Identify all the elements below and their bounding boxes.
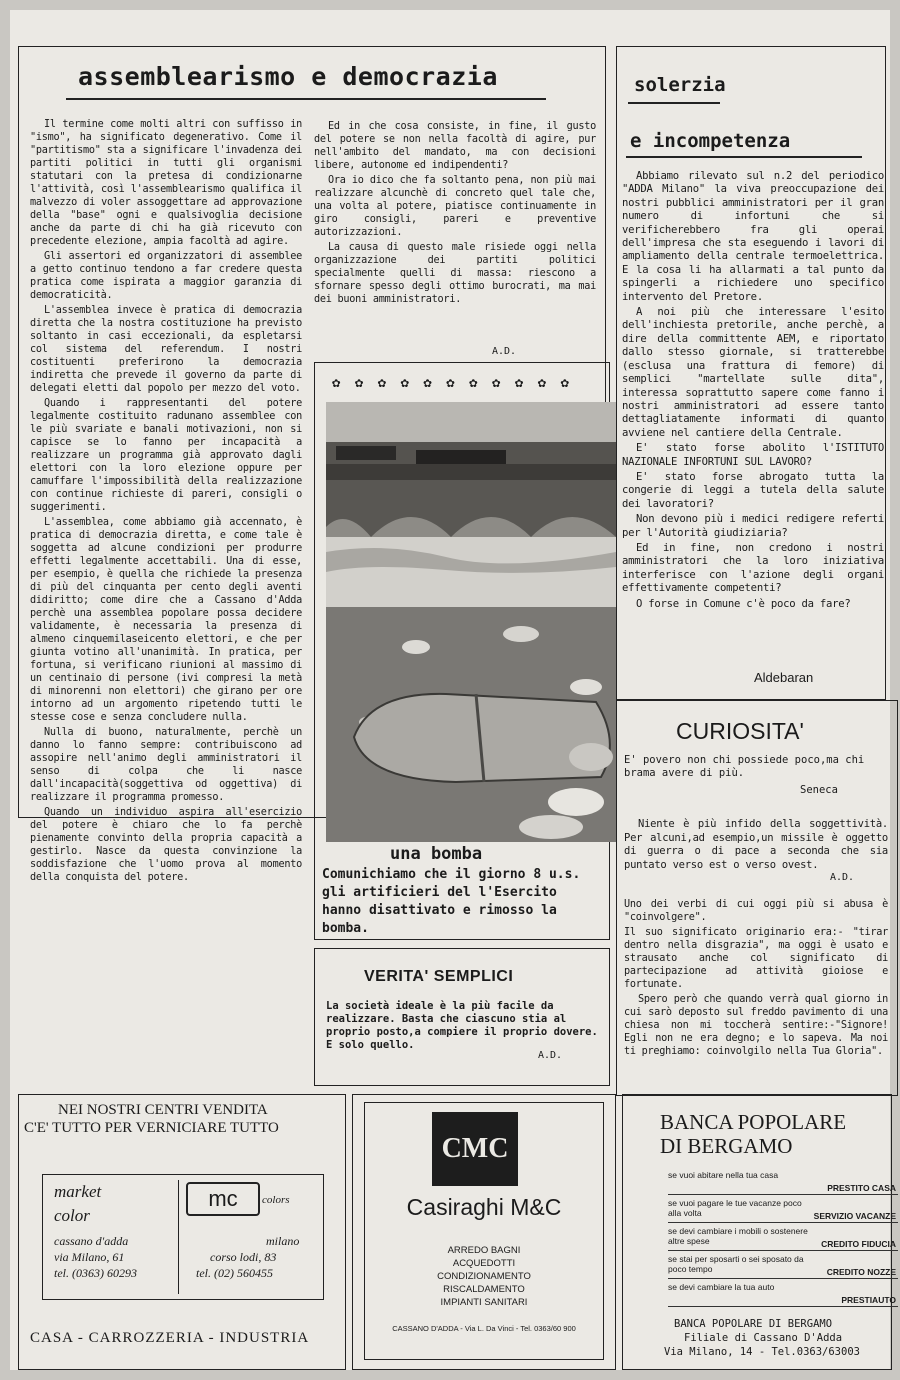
article1-column-2 bbox=[314, 120, 596, 308]
paragraph: Abbiamo rilevato sul n.2 del periodico "ADDA Milano" la viva preoccupazione dei nostri pubblici amministratori per il gran numero di infortuni che si verificherebbero fra gli operai dell'impresa che sta eseguendo i lavori di ampliamento della centrale termoelettrica. E la cosa li ha allarmati a tal punto da spingerli a richiedere uno specifico intervento del Pretore. bbox=[622, 170, 884, 303]
solerzia-title-line2: e incompetenza bbox=[630, 130, 791, 152]
ornament-border: ✿ ✿ ✿ ✿ ✿ ✿ ✿ ✿ ✿ ✿ ✿ bbox=[332, 375, 573, 391]
article1-signature: A.D. bbox=[492, 346, 517, 357]
bank-footer2: Filiale di Cassano D'Adda bbox=[684, 1332, 843, 1344]
solerzia-signature: Aldebaran bbox=[754, 670, 814, 685]
curiosita-text-2 bbox=[624, 898, 888, 1060]
bomb-photo bbox=[326, 402, 616, 842]
article-title: assemblearismo e democrazia bbox=[78, 62, 498, 91]
ad-market-addr2: via Milano, 61 bbox=[54, 1250, 125, 1264]
paragraph: Ora io dico che fa soltanto pena, non più mai realizzare alcunchè di concreto quel tale che, una volta al potere, piatisce continuamente in giro consigli, pareri e preventive autorizzazioni. bbox=[314, 175, 596, 238]
paragraph: Quando i rappresentanti del potere legalmente costituito radunano assemblee con le più svariate e banali motivazioni, non si capisce se lo fanno per incapacità a realizzare un programma già approvato dagli elettori con la loro elezione oppure per camuffare l'impossibilità della realizzazione con continue richieste di pareri, consigli o suggerimenti. bbox=[30, 398, 302, 513]
service-item: IMPIANTI SANITARI bbox=[440, 1297, 528, 1308]
ad-market-footer: CASA - CARROZZERIA - INDUSTRIA bbox=[30, 1330, 310, 1346]
ad-market-name2: color bbox=[54, 1206, 90, 1225]
service-item: ACQUEDOTTI bbox=[452, 1258, 516, 1269]
title-underline bbox=[66, 98, 546, 100]
bank-row-right: CREDITO FIDUCIA bbox=[821, 1239, 896, 1249]
paragraph: L'assemblea, come abbiamo già accennato, è pratica di democrazia diretta, e come tale è soggetta ad alcune condizioni per produrre effetti legalmente accettabili. Una di esse, per esempio, è quella che richiede la presenza di più del cinquanta per cento degli aventi didiritto; come dire che a Cassano d'Adda perchè una assemblea popolare possa decidere validamente, è necessaria la presenza di almeno cinquemilaseicento elettori, e che per giunta votino all'unanimità. In pratica, per fortuna, si verificano riunioni al massimo di un centinaio di persone (ivi compresi la metà di minorenni non elettori) che girano per ore intorno ad un argomento ripetendo tutti le stesse cose e senza concludere nulla. bbox=[30, 517, 302, 723]
bank-name-line1: BANCA POPOLARE bbox=[660, 1110, 847, 1134]
ad-market-divider bbox=[178, 1180, 179, 1294]
bank-row-right: SERVIZIO VACANZE bbox=[813, 1211, 896, 1221]
bomb-caption-title: una bomba bbox=[390, 844, 483, 864]
bank-service-row bbox=[668, 1254, 898, 1279]
bank-row-right: PRESTITO CASA bbox=[827, 1183, 896, 1193]
bank-service-row bbox=[668, 1170, 898, 1195]
bank-name-line2: DI BERGAMO bbox=[660, 1134, 793, 1158]
title-underline bbox=[628, 102, 720, 104]
casiraghi-logo-icon: CMC bbox=[432, 1112, 518, 1186]
mc-logo: mc bbox=[186, 1182, 260, 1216]
paragraph: Niente è più infido della soggettività. Per alcuni,ad esempio,un missile è oggetto di guerra o di pace a seconda che sia puntato verso est o verso ovest. bbox=[624, 818, 888, 871]
verita-signature: A.D. bbox=[538, 1050, 563, 1061]
bank-row-right: PRESTIAUTO bbox=[841, 1295, 896, 1305]
paragraph: Quando un individuo aspira all'esercizio del potere è chiaro che lo fa perchè pienamente convinto della propria capacità a gestirlo. Nasce da questa convinzione la soddisfazione che l'uomo prova al momento della conquista del potere. bbox=[30, 807, 302, 883]
ad-market-headline2: C'E' TUTTO PER VERNICIARE TUTTO bbox=[24, 1120, 279, 1136]
article1-column-1 bbox=[30, 118, 302, 886]
service-item: CONDIZIONAMENTO bbox=[437, 1271, 531, 1282]
curiosita-quote-author: Seneca bbox=[800, 784, 838, 796]
ad-market-name1: market bbox=[54, 1182, 102, 1201]
bank-row-left: se devi cambiare la tua auto bbox=[668, 1282, 775, 1292]
bank-row-right: CREDITO NOZZE bbox=[826, 1267, 896, 1277]
ad-market-tel: tel. (0363) 60293 bbox=[54, 1266, 137, 1280]
ad-market-headline1: NEI NOSTRI CENTRI VENDITA bbox=[58, 1102, 268, 1118]
paragraph: Uno dei verbi di cui oggi più si abusa è "coinvolgere". bbox=[624, 899, 888, 923]
newspaper-page bbox=[10, 10, 896, 1370]
bank-row-left: se vuoi abitare nella tua casa bbox=[668, 1170, 779, 1180]
bank-row-left: se vuoi pagare le tue vacanze poco alla volta bbox=[668, 1198, 802, 1218]
bank-row-left: se devi cambiare i mobili o sostenere altre spese bbox=[668, 1226, 808, 1246]
casiraghi-name: Casiraghi M&C bbox=[406, 1194, 562, 1220]
curiosita-title: CURIOSITA' bbox=[676, 718, 804, 744]
bank-footer1: BANCA POPOLARE DI BERGAMO bbox=[674, 1318, 833, 1330]
ad-market-city: milano bbox=[266, 1234, 300, 1248]
paragraph: Il termine come molti altri con suffisso in "ismo", ha significato degenerativo. Come il "partitismo" sta a significare l'invadenza dei partiti politici in tutti gli organismi statutari con la pretesa di condizionarne l'attività, così l'assemblearismo qualifica il malvezzo di voler assoggettare ad approvazione della "base" ogni e qualsivoglia decisione anche da parte di chi ha già ricevuto con precedente elezione, ampia facoltà ad agire. bbox=[30, 119, 302, 247]
paragraph: A noi più che interessare l'esito dell'inchiesta pretorile, anche perchè, a dire della committente AEM, e riportato dallo stesso giornale, si tratterebbe (esclusa una frattura di femore) di semplici "martellate sulle dita", interessa soprattutto sapere come fanno i nostri amministratori ad essere tanto dettagliatamente informati di quanto avviene nel cantiere della Centrale. bbox=[622, 306, 884, 439]
casiraghi-services bbox=[366, 1244, 602, 1309]
paragraph: Spero però che quando verrà qual giorno in cui sarò deposto sul freddo pavimento di una chiesa non mi toccherà sentire:-"Signore! Egli non ne era degno; e lo sapeva. Ma noi ti preghiamo: coinvolgilo nella Tua Gloria". bbox=[624, 994, 888, 1057]
ad-market-right-addr: corso lodi, 83 bbox=[210, 1250, 277, 1264]
curiosita-signature: A.D. bbox=[830, 872, 855, 883]
verita-text: La società ideale è la più facile da realizzare. Basta che ciascuno stia al proprio posto,a compiere il proprio dovere. E solo quello. bbox=[326, 1000, 598, 1051]
paragraph: E' stato forse abolito l'ISTITUTO NAZIONALE INFORTUNI SUL LAVORO? bbox=[622, 442, 884, 468]
bomb-caption-text: Comunichiamo che il giorno 8 u.s. gli artificieri del l'Esercito hanno disattivato e rimosso la bomba. bbox=[322, 867, 581, 936]
service-item: ARREDO BAGNI bbox=[447, 1245, 521, 1256]
bank-service-row bbox=[668, 1226, 898, 1251]
solerzia-text bbox=[622, 170, 884, 613]
solerzia-title-line1: solerzia bbox=[634, 74, 726, 96]
paragraph: Il suo significato originario era:- "tirar dentro nella disgrazia", ma oggi è usato e strausato anche col significato di partecipazione ad attività gioiose e fortunate. bbox=[624, 927, 888, 990]
ad-market-right-tel: tel. (02) 560455 bbox=[196, 1266, 273, 1280]
casiraghi-address: CASSANO D'ADDA - Via L. Da Vinci - Tel. 0363/60 900 bbox=[392, 1324, 576, 1333]
paragraph: Ed in fine, non credono i nostri amministratori che la loro iniziativa interferisce con l'azione degli organi effettivamente competenti? bbox=[622, 541, 884, 595]
paragraph: Nulla di buono, naturalmente, perchè un danno lo fanno sempre: contribuiscono ad assopire nell'animo degli amministratori il senso di colpa che li nasce dall'incapacità(soggettiva od oggettiva) di realizzare il programma promesso. bbox=[30, 727, 302, 803]
mc-logo-suffix: colors bbox=[262, 1194, 290, 1206]
curiosita-text bbox=[624, 818, 888, 874]
paragraph: La causa di questo male risiede oggi nella organizzazione dei partiti politici specialmente quelli di massa: riescono a sfornare spesso degli ottimo burocrati, ma mai dei buoni amministratori. bbox=[314, 242, 596, 305]
curiosita-quote: E' povero non chi possiede poco,ma chi brama avere di più. bbox=[624, 754, 865, 779]
ad-market-addr1: cassano d'adda bbox=[54, 1234, 129, 1248]
bank-row-left: se stai per sposarti o sei sposato da poco tempo bbox=[668, 1254, 804, 1274]
bank-service-row bbox=[668, 1282, 898, 1307]
paragraph: Gli assertori ed organizzatori di assemblee a getto continuo tendono a far credere questa pratica come ispirata a maggior garanzia di democraticità. bbox=[30, 251, 302, 301]
bank-footer3: Via Milano, 14 - Tel.0363/63003 bbox=[664, 1346, 860, 1358]
river-bridge-bomb-image bbox=[326, 402, 616, 842]
paragraph: O forse in Comune c'è poco da fare? bbox=[636, 597, 851, 610]
paragraph: Ed in che cosa consiste, in fine, il gusto del potere se non nella facoltà di agire, pur nell'ambito del mandato, ma con decisioni libere, autonome ed indipendenti? bbox=[314, 121, 596, 171]
bank-service-row bbox=[668, 1198, 898, 1223]
paragraph: L'assemblea invece è pratica di democrazia diretta che la nostra costituzione ha previsto soltanto in casi eccezionali, da espletarsi col sistema del referendum. I nostri costituenti preferirono la democrazia indiretta che prevede il governo da parte di delegati eletti dal popolo per mezzo del voto. bbox=[30, 305, 302, 394]
paragraph: Non devono più i medici redigere referti per l'Autorità giudiziaria? bbox=[622, 513, 884, 539]
title-underline bbox=[626, 156, 862, 158]
service-item: RISCALDAMENTO bbox=[443, 1284, 525, 1295]
paragraph: E' stato forse abrogato tutta la congerie di leggi a tutela della salute dei lavoratori? bbox=[622, 470, 884, 510]
verita-title: VERITA' SEMPLICI bbox=[364, 968, 514, 985]
